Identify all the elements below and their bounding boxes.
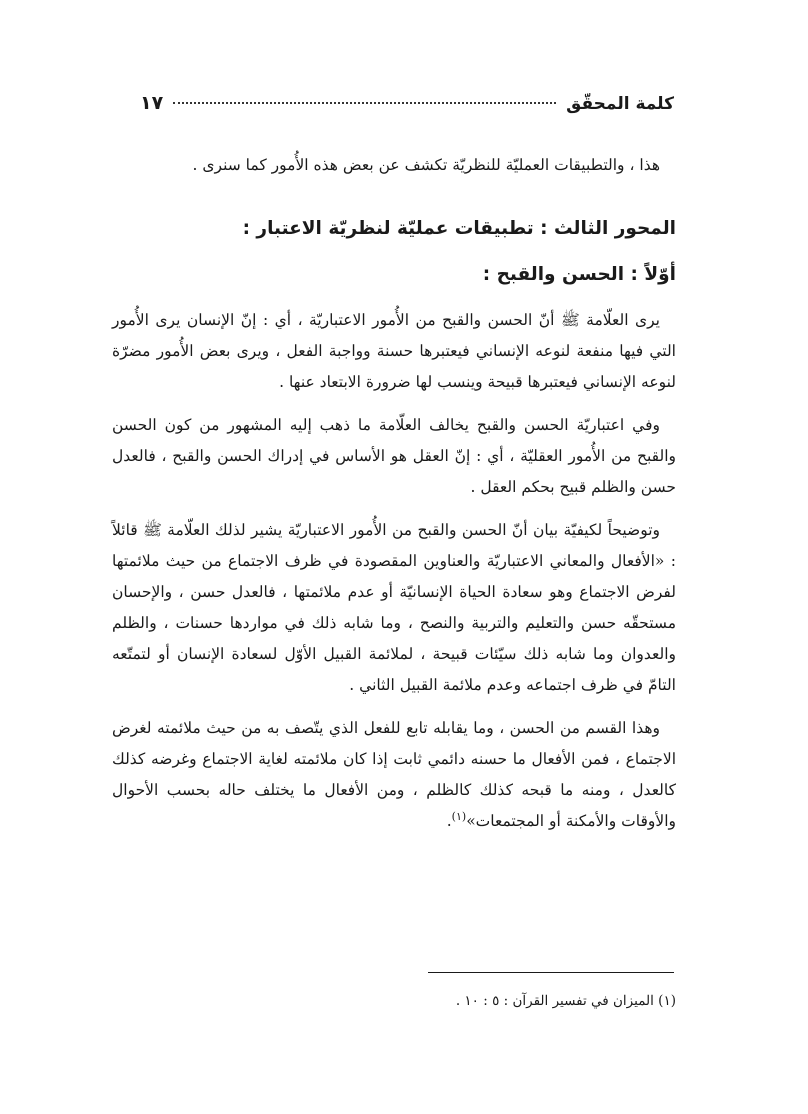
paragraph-1: يرى العلّامة ﷺ أنّ الحسن والقبح من الأُمور الاعتباريّة ، أي : إنّ الإنسان يرى الأُمور التي فيها منفعة لنوعه الإنساني فيعتبرها حسنة وواجبة الفعل ، ويرى بعض الأُمور مضرّة لنوعه الإنساني فيعتبرها قبيحة وينسب لها ضرورة الابتعاد عنها . <box>112 311 676 391</box>
footnote <box>300 988 676 1014</box>
paragraph-4-text: وهذا القسم من الحسن ، وما يقابله تابع للفعل الذي يتّصف به من حيث ملائمته لغرض الاجتماع ، فمن الأفعال ما حسنه دائمي ثابت إذا كان ملائمته لغاية الاجتماع وغرضه كذلك كالعدل ، ومنه ما قبحه كذلك كالظلم ، ومن الأفعال ما يختلف حاله بحسب الأحوال والأوقات والأمكنة أو المجتمعات» <box>112 719 676 830</box>
page-number: ١٧ <box>140 92 164 114</box>
paragraph-4 <box>112 713 676 837</box>
footnote-text: الميزان في تفسير القرآن : ٥ : ١٠ . <box>455 993 654 1009</box>
footnote-marker: (١) <box>658 993 676 1009</box>
body-text <box>112 150 676 849</box>
section-heading: المحور الثالث : تطبيقات عمليّة لنظريّة الاعتبار : <box>242 218 676 239</box>
running-header <box>140 92 674 126</box>
footnote-reference: (١) <box>451 809 467 823</box>
paragraph-2: وفي اعتباريّة الحسن والقبح يخالف العلّامة ما ذهب إليه المشهور من كون الحسن والقبح من الأُمور العقليّة ، أي : إنّ العقل هو الأساس في إدراك الحسن والقبح ، فالعدل حسن والظلم قبيح بحكم العقل . <box>112 416 676 496</box>
paragraph-4-end: . <box>446 812 452 830</box>
chapter-title: كلمة المحقّق <box>566 94 674 114</box>
intro-paragraph: هذا ، والتطبيقات العمليّة للنظريّة تكشف عن بعض هذه الأُمور كما سنرى . <box>192 156 660 174</box>
footnote-separator <box>428 972 674 973</box>
subheading: أوّلاً : الحسن والقبح : <box>482 264 676 285</box>
dot-leader <box>173 102 556 104</box>
paragraph-3: وتوضيحاً لكيفيّة بيان أنّ الحسن والقبح من الأُمور الاعتباريّة يشير لذلك العلّامة ﷺ قائلاً : «الأفعال والمعاني الاعتباريّة والعناوين المقصودة في ظرف الاجتماع من حيث ملائمتها لفرض الاجتماع وهو سعادة الحياة الإنسانيّة أو عدم ملائمتها ، فالعدل حسن ، والإحسان مستحقّه حسن والتعليم والتربية والنصح ، وما شابه ذلك في مواردها حسنات ، والظلم والعدوان وما شابه ذلك سيّئات قبيحة ، لملائمة القبيل الأوّل لسعادة الإنسان أو لتمتّعه التامّ في ظرف اجتماعه وعدم ملائمة القبيل الثاني . <box>112 521 676 694</box>
